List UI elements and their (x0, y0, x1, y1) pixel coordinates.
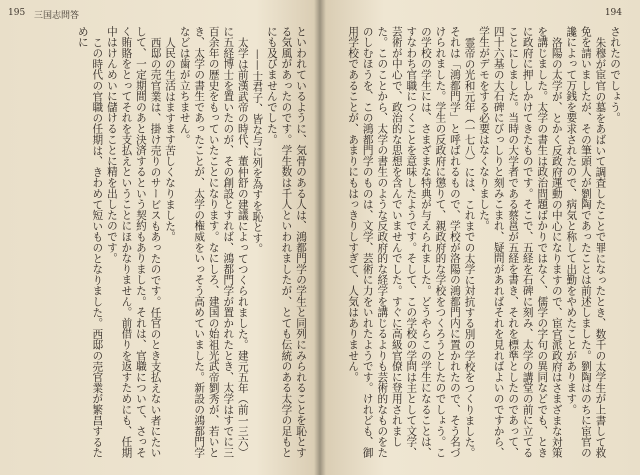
page-number-left: 195 (8, 8, 26, 18)
quotation: ——士君子、皆な与に列を為すを恥とす。 (251, 49, 264, 255)
right-page (320, 0, 640, 475)
paragraph: この時代の官職の任期は、きわめて短いものとなりました。西邸の売官業が繁昌するために (76, 26, 104, 458)
paragraph: 朱穆が宦官の墓をあばいて調査したことで罪になったとき、数千の太学生が上書して救免を請いましたが、その筆頭人が劉陶であったことは前述しました。劉陶はのちに宦官の讒によって万銭を要求されたので、病気と称して出勤をやめたことがあります。 (565, 26, 607, 458)
running-title: 三国志問答 (34, 11, 80, 21)
paragraph: 霊帝の光和元年（一七八）には、これまでの太学に対抗する別の学校をつくりました。それは「鴻都門学」と呼ばれるもので、学校が洛陽の鴻都門内に置かれたので、そう名づけられました。学生の反政府に懲りて、親政府的な学校をつくろうとしたのでしょう。この学校の学生には、さまざまな特典が与えられました。どうやらこの学生になることは、すなわち官職につくことを意味したようです。そして、この学校の学問は主として文学、芸術が中心で、政治的な思想を含んでいませんでした。すぐに高級官僚に登用されました。このことから、太学の書生のような反政府的な経学を講じるよりも芸術的なものをたのしむほうを、この鴻都門学のものは、文学、芸術に力をいれたようです。けれども、御用学校であることが、あまりにもはっきりしすぎて、人気はありません。 (347, 26, 476, 458)
paragraph: 太学は前漢武帝の時代、董仲舒の建議によってつくられました。建元五年（前一三六）に五経博士を置いたのが、その創設とすれば、鴻都門学が置かれたとき、太学はすでに三百余年の歴史をもっていたことになります。なにしろ、建国の始祖光武帝劉秀が、若いとき、太学の書生であったことが、太学の権威をいっそう高めていました。新設の鴻都門学などは歯が立ちません。 (178, 26, 249, 458)
right-page-body (326, 26, 622, 466)
book-gutter (314, 0, 326, 475)
page-number-right: 194 (604, 8, 622, 18)
paragraph: 人民の生活はますます苦しくなりました。 (164, 36, 177, 242)
left-page-body (14, 26, 308, 466)
paragraph: 西邸の売官業は、掛け売りのサービスもあったのです。任官のとき支払えない者にたいして、一定期間のあと決済するという契約もありました。それは、官職について、さっそく賄賂をとってそれを支払えということにほかなりません。前借りを返すためにも、任期中はけんめいに儲けることに精を出したのです。 (105, 26, 162, 458)
paragraph: といわれているように、気骨のある人は、鴻都門学の学生と同列にみられることを恥とする気風があったのです。学生数は千人といわれましたが、とても伝統のある太学の足もとにも及びませんでした。 (265, 26, 307, 458)
paragraph: されたのでしょう。 (609, 26, 621, 124)
paragraph: 洛陽の太学が、とかく反政府運動の中心になりますので、宦官派政府はさまざまな対策を講じました。太学の書生は政治問題ばかりではなく、儒学の字句の異同などでも、ときに政府に押しかけてきたものです。そこで、五経を石碑に刻み、太学の講堂の前に立てることにしました。当時の大学者である蔡邕が五経を書き、それを標準としたのであって、四十六基の大石碑にびっしりと刻みこまれ、疑問があればそれを見ればよいのですから、学生がデモをする必要はなくなりました。 (478, 26, 563, 458)
